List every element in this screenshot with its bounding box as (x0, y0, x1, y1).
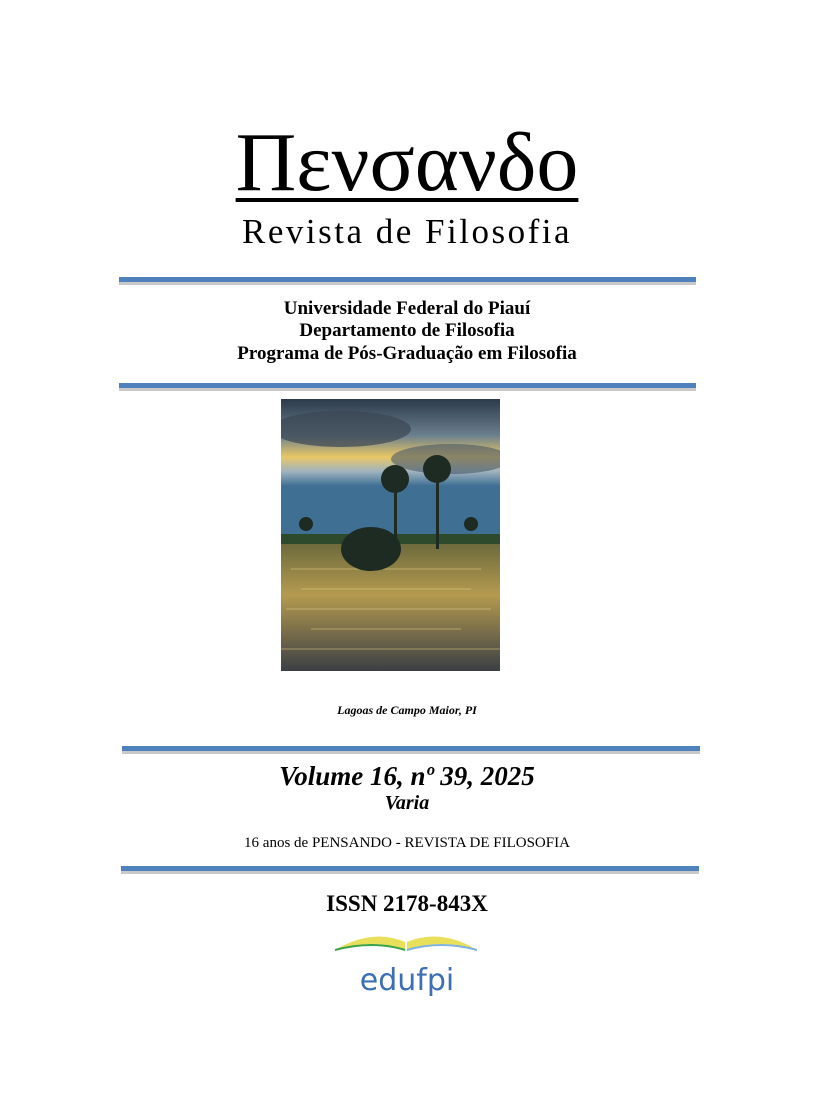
anniversary-text: 16 anos de PENSANDO - REVISTA DE FILOSOFIA (244, 835, 570, 851)
divider (122, 746, 700, 751)
issue-volume: Volume 16, nº 39, 2025 (279, 761, 535, 791)
journal-title-text: Πενσανδο (235, 116, 579, 209)
journal-title (0, 118, 814, 208)
logo-wordmark: edufpi (359, 963, 455, 996)
edufpi-logo (333, 928, 481, 996)
divider (119, 383, 696, 388)
open-book-icon (333, 928, 481, 996)
divider (121, 866, 699, 871)
issue-section: Varia (384, 792, 430, 814)
lagoon-landscape-image (281, 399, 500, 671)
cover-photo (281, 399, 500, 671)
photo-caption: Lagoas de Campo Maior, PI (337, 703, 477, 717)
issn: ISSN 2178-843X (326, 891, 488, 916)
divider (119, 277, 696, 282)
program-name: Programa de Pós-Graduação em Filosofia (237, 343, 577, 364)
journal-subtitle: Revista de Filosofia (242, 212, 572, 251)
university-name: Universidade Federal do Piauí (283, 298, 531, 319)
department-name: Departamento de Filosofia (299, 320, 515, 341)
